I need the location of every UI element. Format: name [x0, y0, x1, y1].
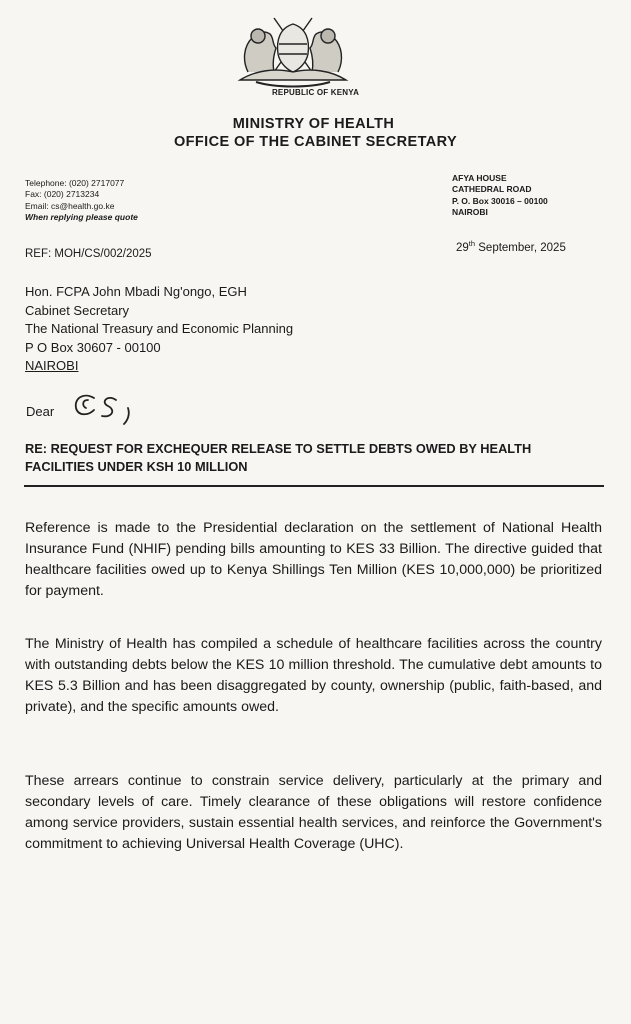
body-paragraph-1: Reference is made to the Presidential declaration on the settlement of National Health Insurance Fund (NHIF) pending bills amounting to KES 33 Billion. The directive guided that healthcare facilities owed up to Kenya Shillings Ten Million (KES 10,000,000) be prioritized for payment. — [25, 520, 602, 599]
telephone-line: Telephone: (020) 2717077 — [25, 178, 125, 188]
address-line: NAIROBI — [452, 206, 488, 217]
letter-date — [456, 239, 566, 254]
subject-line: RE: REQUEST FOR EXCHEQUER RELEASE TO SETTLE DEBTS OWED BY HEALTH FACILITIES UNDER KSH 10 MILLION — [25, 441, 532, 474]
postal-address — [452, 173, 548, 218]
republic-heading: REPUBLIC OF KENYA — [271, 88, 360, 97]
body-paragraph-3: These arrears continue to constrain service delivery, particularly at the primary and secondary levels of care. Timely clearance of these obligations will restore confidence among service providers, sustain essential health services, and reinforce the Government's commitment to achieving Universal Health Coverage (UHC). — [25, 773, 602, 852]
address-line: AFYA HOUSE — [452, 173, 507, 183]
address-line: CATHEDRAL ROAD — [452, 184, 532, 195]
addressee-ministry: The National Treasury and Economic Planning — [25, 321, 294, 336]
contact-block — [25, 178, 138, 223]
date-rest: September, 2025 — [475, 242, 566, 254]
reference-number: REF: MOH/CS/002/2025 — [25, 248, 152, 260]
date-suffix: th — [468, 239, 476, 249]
salutation-dear: Dear — [26, 404, 55, 419]
subject-divider — [24, 485, 604, 487]
address-line: P. O. Box 30016 – 00100 — [452, 195, 548, 206]
fax-line: Fax: (020) 2713234 — [25, 189, 100, 200]
office-heading: OFFICE OF THE CABINET SECRETARY — [173, 134, 458, 150]
addressee-city: NAIROBI — [25, 358, 79, 373]
addressee-box: P O Box 30607 - 00100 — [25, 339, 161, 355]
email-line: Email: cs@health.go.ke — [25, 200, 115, 211]
body-paragraph-2: The Ministry of Health has compiled a schedule of healthcare facilities across the country with outstanding debts below the KES 10 million threshold. The cumulative debt amounts to KES 5.3 Billion and has been disaggregated by county, ownership (public, faith-based, and private), and the specific amounts owed. — [25, 636, 602, 715]
handwritten-salutation — [72, 388, 142, 426]
date-day: 29 — [456, 242, 469, 254]
addressee-name: Hon. FCPA John Mbadi Ng'ongo, EGH — [25, 284, 247, 299]
addressee-block — [25, 283, 293, 376]
coat-of-arms-icon — [226, 10, 360, 90]
reply-note: When replying please quote — [25, 211, 138, 222]
ministry-heading: MINISTRY OF HEALTH — [232, 116, 395, 132]
addressee-title: Cabinet Secretary — [25, 302, 130, 318]
